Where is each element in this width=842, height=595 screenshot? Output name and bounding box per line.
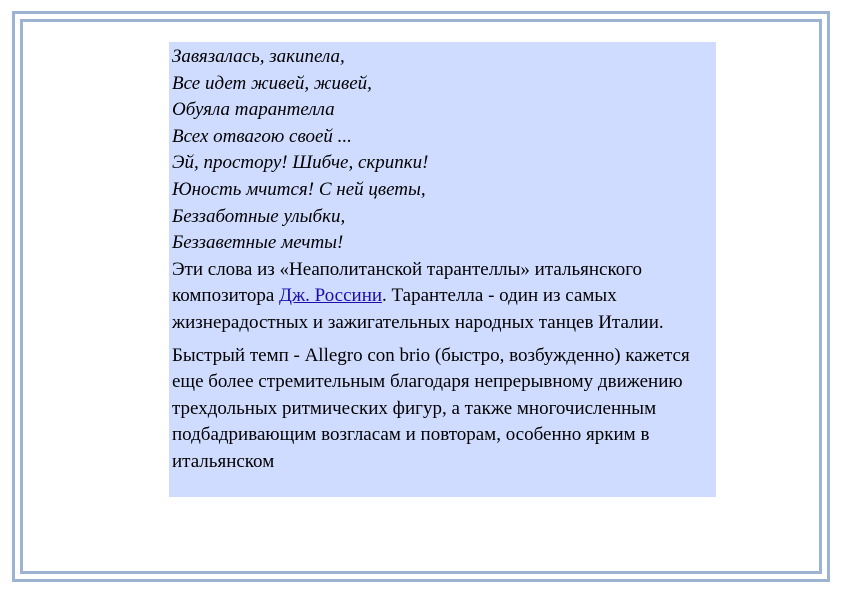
intro-paragraph <box>169 257 716 337</box>
intro-text-after-link: . Тарантелла - один из самых жизнерадостных и зажигательных народных танцев Италии. <box>172 285 664 333</box>
poem-line: Юность мчится! С ней цветы, <box>172 178 426 200</box>
poem-line: Эй, простору! Шибче, скрипки! <box>172 152 429 174</box>
poem-line: Всех отвагою своей ... <box>172 125 352 147</box>
intro-text-before-link: Эти слова из «Неаполитанской тарантеллы» итальянского композитора <box>172 258 643 307</box>
poem-line: Беззаботные улыбки, <box>172 205 346 227</box>
poem-line: Все идет живей, живей, <box>172 72 372 94</box>
poem <box>169 42 716 257</box>
poem-line: Беззаветные мечты! <box>172 232 344 254</box>
rossini-link[interactable]: Дж. Россини <box>279 285 383 307</box>
text-box <box>169 42 716 497</box>
poem-line: Завязалась, закипела, <box>172 46 345 67</box>
tempo-paragraph: Быстрый темп - Allegro con brio (быстро, возбужденно) кажется еще более стремительным благодаря непрерывному движению трехдольных ритмических фигур, а также многочисленным подбадривающим возгласам и повторам, особенно ярким в итальянском <box>172 344 690 472</box>
poem-line: Обуяла тарантелла <box>172 99 335 121</box>
